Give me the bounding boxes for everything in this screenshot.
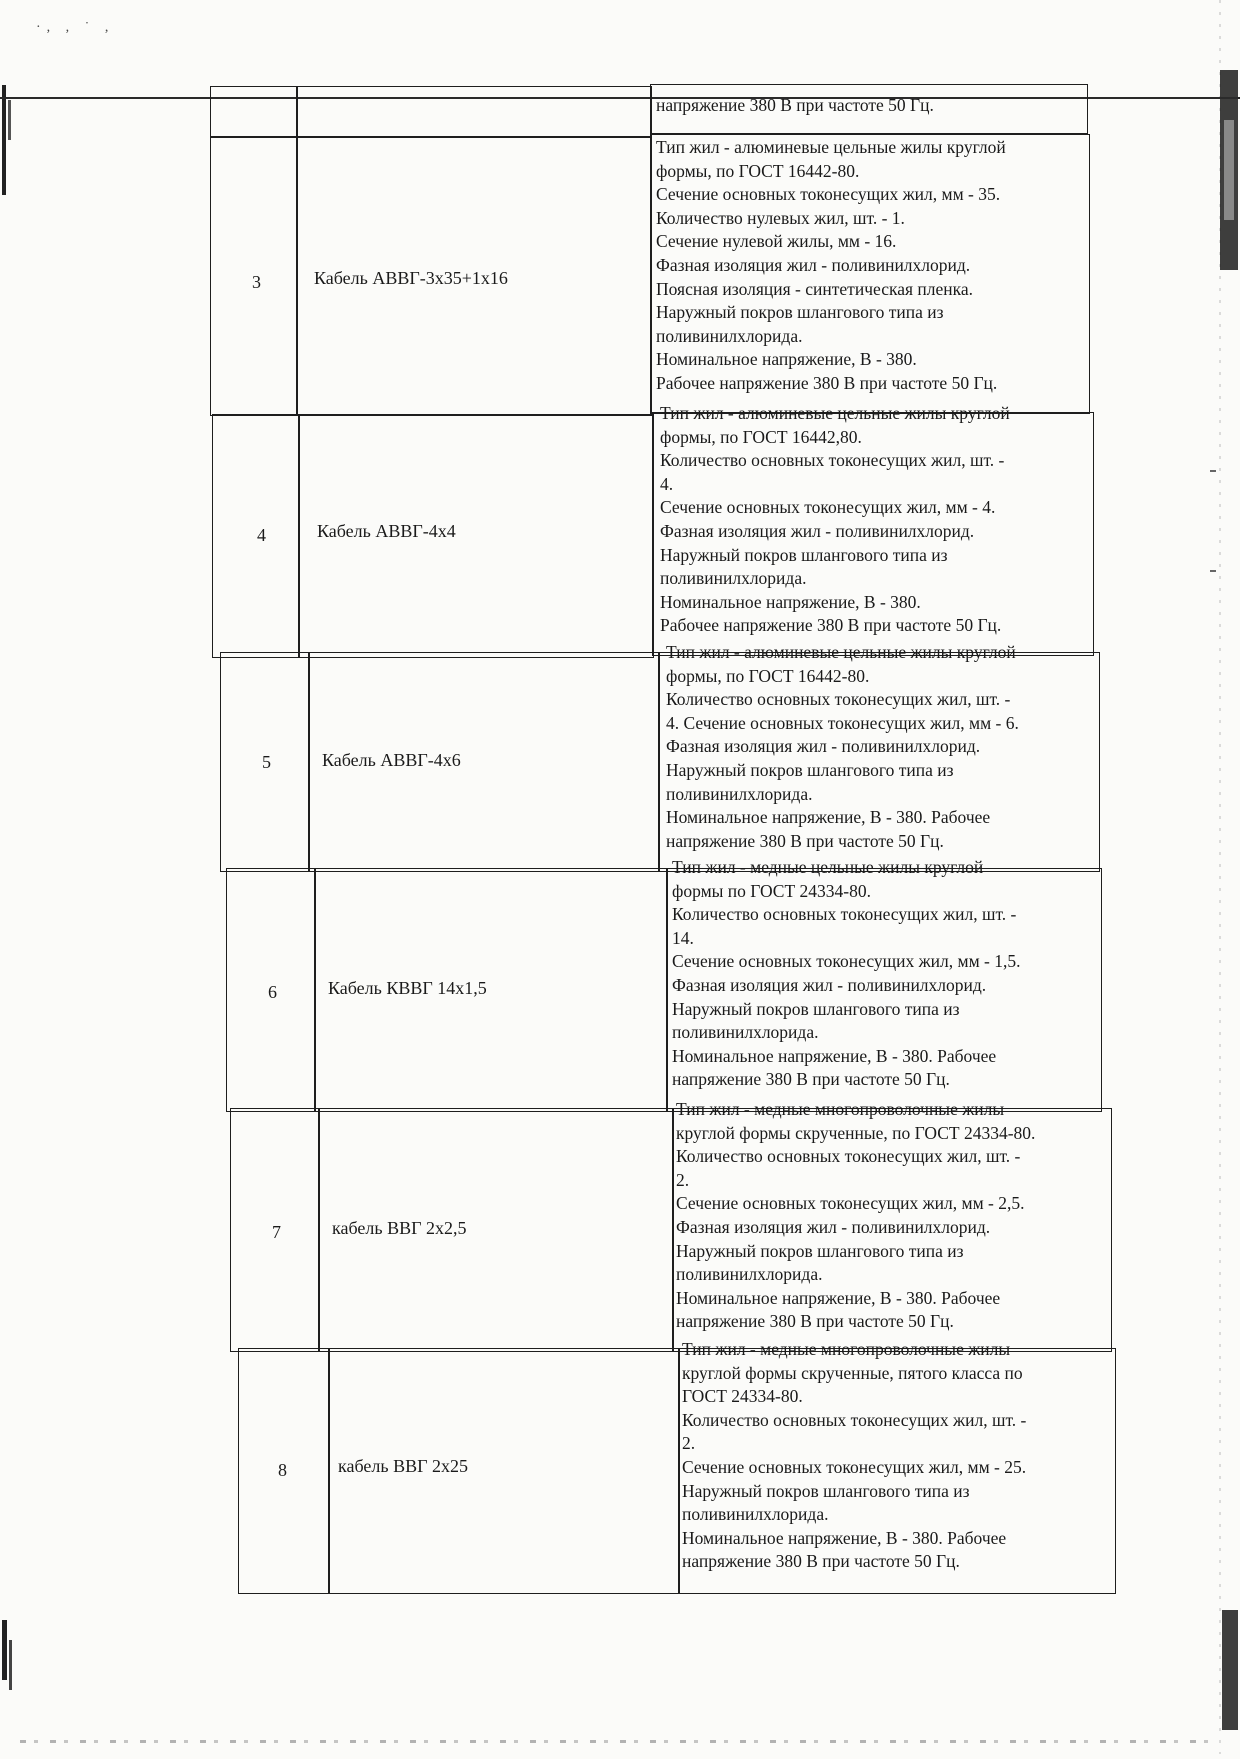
- description-line: круглой формы скрученные, по ГОСТ 24334-80.: [676, 1122, 1036, 1143]
- description-line: Тип жил - медные цельные жилы круглой: [672, 857, 984, 877]
- description-line: круглой формы скрученные, пятого класса по: [682, 1362, 1023, 1383]
- row-4-number: 4: [257, 525, 266, 545]
- description-line: Количество основных токонесущих жил, шт. -: [672, 904, 1017, 925]
- row-8-name: кабель ВВГ 2х25: [338, 1456, 468, 1476]
- row-3-number: 3: [252, 272, 261, 292]
- row-5-number: 5: [262, 752, 271, 772]
- description-line: напряжение 380 В при частоте 50 Гц.: [676, 1311, 954, 1332]
- row-5-name: Кабель АВВГ-4х6: [322, 750, 461, 770]
- row-4-description: [660, 402, 1010, 638]
- description-line: Фазная изоляция жил - поливинилхлорид.: [676, 1216, 991, 1237]
- description-line: Сечение нулевой жилы, мм - 16.: [656, 231, 897, 252]
- description-line: Количество основных токонесущих жил, шт. -: [682, 1409, 1027, 1430]
- description-line: поливинилхлорида.: [672, 1022, 819, 1043]
- description-line: Тип жил - медные многопроволочные жилы: [682, 1339, 1011, 1359]
- description-line: Наружный покров шлангового типа из: [672, 998, 960, 1019]
- description-line: Фазная изоляция жил - поливинилхлорид.: [660, 520, 975, 541]
- row-6-name: Кабель КВВГ 14х1,5: [328, 978, 487, 998]
- description-line: Фазная изоляция жил - поливинилхлорид.: [656, 254, 971, 275]
- description-line: напряжение 380 В при частоте 50 Гц.: [666, 830, 944, 851]
- description-line: 2.: [682, 1433, 696, 1454]
- description-line: Номинальное напряжение, В - 380.: [656, 349, 917, 370]
- description-line: Рабочее напряжение 380 В при частоте 50 Гц.: [656, 372, 998, 393]
- scan-edge-right: [1206, 0, 1240, 1754]
- description-line: напряжение 380 В при частоте 50 Гц.: [672, 1069, 950, 1090]
- description-line: Номинальное напряжение, В - 380. Рабочее: [682, 1527, 1007, 1548]
- description-line: поливинилхлорида.: [660, 568, 807, 589]
- description-line: Сечение основных токонесущих жил, мм - 4.: [660, 497, 996, 518]
- row-8-description: [682, 1338, 1026, 1574]
- row-3-description: [656, 136, 1006, 396]
- description-line: Тип жил - алюминевые цельные жилы круглой: [656, 137, 1006, 157]
- description-line: поливинилхлорида.: [676, 1264, 823, 1285]
- description-line: Наружный покров шлангового типа из: [682, 1480, 970, 1501]
- carryover-text: напряжение 380 В при частоте 50 Гц.: [656, 95, 934, 115]
- row-6-description: [672, 856, 1021, 1092]
- description-line: Наружный покров шлангового типа из: [660, 544, 948, 565]
- description-line: Количество нулевых жил, шт. - 1.: [656, 207, 905, 228]
- row-7-name: кабель ВВГ 2х2,5: [332, 1218, 467, 1238]
- description-line: Наружный покров шлангового типа из: [676, 1240, 964, 1261]
- description-line: поливинилхлорида.: [666, 783, 813, 804]
- description-line: Сечение основных токонесущих жил, мм - 2,5.: [676, 1193, 1025, 1214]
- description-line: 14.: [672, 927, 694, 948]
- description-line: формы, по ГОСТ 16442-80.: [666, 665, 870, 686]
- description-line: Номинальное напряжение, В - 380. Рабочее: [672, 1045, 997, 1066]
- description-line: Номинальное напряжение, В - 380.: [660, 591, 921, 612]
- description-line: 2.: [676, 1169, 690, 1190]
- row-3-name: Кабель АВВГ-3х35+1х16: [314, 268, 508, 288]
- description-line: Количество основных токонесущих жил, шт. -: [676, 1146, 1021, 1167]
- row-7-number: 7: [272, 1222, 281, 1242]
- description-line: Фазная изоляция жил - поливинилхлорид.: [666, 736, 981, 757]
- description-line: Поясная изоляция - синтетическая пленка.: [656, 278, 973, 299]
- row-7-description: [676, 1098, 1035, 1334]
- description-line: Тип жил - алюминевые цельные жилы круглой: [660, 403, 1010, 423]
- carryover-num-cell: [210, 86, 298, 138]
- scan-specks: ·, , ˙ ,: [36, 20, 115, 35]
- description-line: Сечение основных токонесущих жил, мм - 1,5.: [672, 951, 1021, 972]
- row-4-num-cell: [212, 414, 300, 658]
- description-line: ГОСТ 24334-80.: [682, 1386, 803, 1407]
- description-line: напряжение 380 В при частоте 50 Гц.: [682, 1551, 960, 1572]
- row-8-number: 8: [278, 1460, 287, 1480]
- carryover-name-cell: [296, 86, 652, 138]
- description-line: формы, по ГОСТ 16442,80.: [660, 426, 862, 447]
- description-line: Тип жил - медные многопроволочные жилы: [676, 1099, 1005, 1119]
- row-4-name: Кабель АВВГ-4х4: [317, 521, 456, 541]
- row-6-number: 6: [268, 982, 277, 1002]
- description-line: формы по ГОСТ 24334-80.: [672, 880, 871, 901]
- description-line: 4.: [660, 473, 674, 494]
- description-line: Тип жил - алюминевые цельные жилы круглой: [666, 642, 1016, 662]
- description-line: Номинальное напряжение, В - 380. Рабочее: [676, 1287, 1001, 1308]
- description-line: Рабочее напряжение 380 В при частоте 50 Гц.: [660, 615, 1002, 636]
- description-line: Сечение основных токонесущих жил, мм - 25.: [682, 1456, 1027, 1477]
- description-line: поливинилхлорида.: [682, 1504, 829, 1525]
- scan-bottom-noise: [20, 1740, 1210, 1743]
- description-line: 4. Сечение основных токонесущих жил, мм - 6.: [666, 712, 1019, 733]
- scan-edge-left: [0, 0, 16, 1754]
- description-line: формы, по ГОСТ 16442-80.: [656, 160, 860, 181]
- row-5-description: [666, 641, 1019, 853]
- description-line: Количество основных токонесущих жил, шт. -: [666, 689, 1011, 710]
- description-line: Наружный покров шлангового типа из: [656, 302, 944, 323]
- description-line: поливинилхлорида.: [656, 325, 803, 346]
- description-line: Фазная изоляция жил - поливинилхлорид.: [672, 974, 987, 995]
- description-line: Сечение основных токонесущих жил, мм - 35.: [656, 184, 1001, 205]
- description-line: Номинальное напряжение, В - 380. Рабочее: [666, 807, 991, 828]
- description-line: Количество основных токонесущих жил, шт. -: [660, 450, 1005, 471]
- description-line: Наружный покров шлангового типа из: [666, 759, 954, 780]
